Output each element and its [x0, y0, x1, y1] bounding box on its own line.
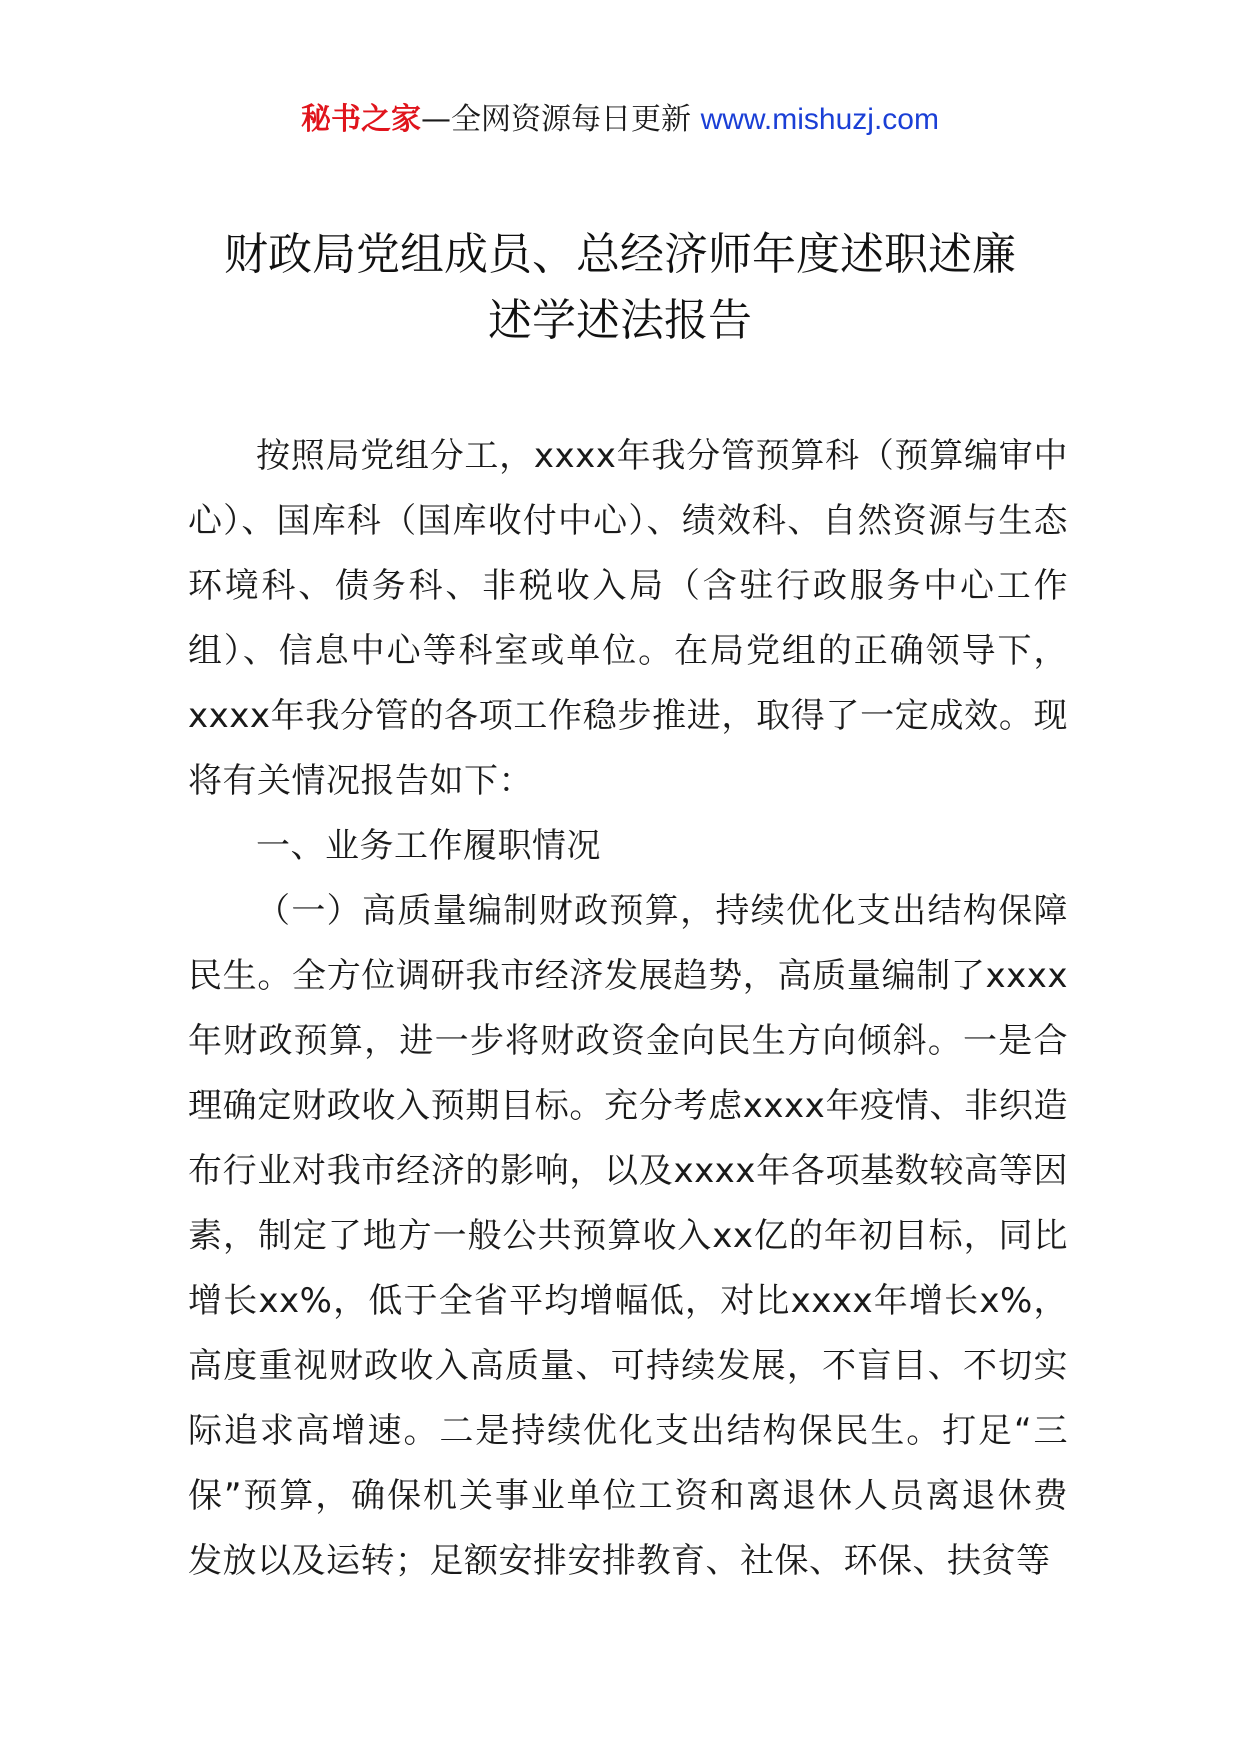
title-line-1: 财政局党组成员、总经济师年度述职述廉: [224, 229, 1016, 280]
title-line-2: 述学述法报告: [488, 295, 752, 346]
site-banner: [0, 100, 1240, 140]
document-body: [188, 424, 1068, 1594]
banner-brand: 秘书之家: [301, 102, 422, 137]
section-heading: 一、业务工作履职情况: [256, 826, 601, 866]
banner-site-link[interactable]: www.mishuzj.com: [700, 103, 939, 136]
body-paragraph: （一）高质量编制财政预算，持续优化支出结构保障民生。全方位调研我市经济发展趋势，高质量编制了xxxx年财政预算，进一步将财政资金向民生方向倾斜。一是合理确定财政收入预期目标。充分考虑xxxx年疫情、非织造布行业对我市经济的影响，以及xxxx年各项基数较高等因素，制定了地方一般公共预算收入xx亿的年初目标，同比增长xx%，低于全省平均增幅低，对比xxxx年增长x%，高度重视财政收入高质量、可持续发展，不盲目、不切实际追求高增速。二是持续优化支出结构保民生。打足“三保”预算，确保机关事业单位工资和离退休人员离退休费发放以及运转；足额安排安排教育、社保、环保、扶贫等: [188, 891, 1068, 1581]
document-title: [150, 222, 1090, 354]
banner-slogan: —全网资源每日更新: [421, 102, 692, 137]
intro-paragraph: 按照局党组分工，xxxx年我分管预算科（预算编审中心）、国库科（国库收付中心）、绩效科、自然资源与生态环境科、债务科、非税收入局（含驻行政服务中心工作组）、信息中心等科室或单位。在局党组的正确领导下，xxxx年我分管的各项工作稳步推进，取得了一定成效。现将有关情况报告如下：: [188, 436, 1068, 801]
